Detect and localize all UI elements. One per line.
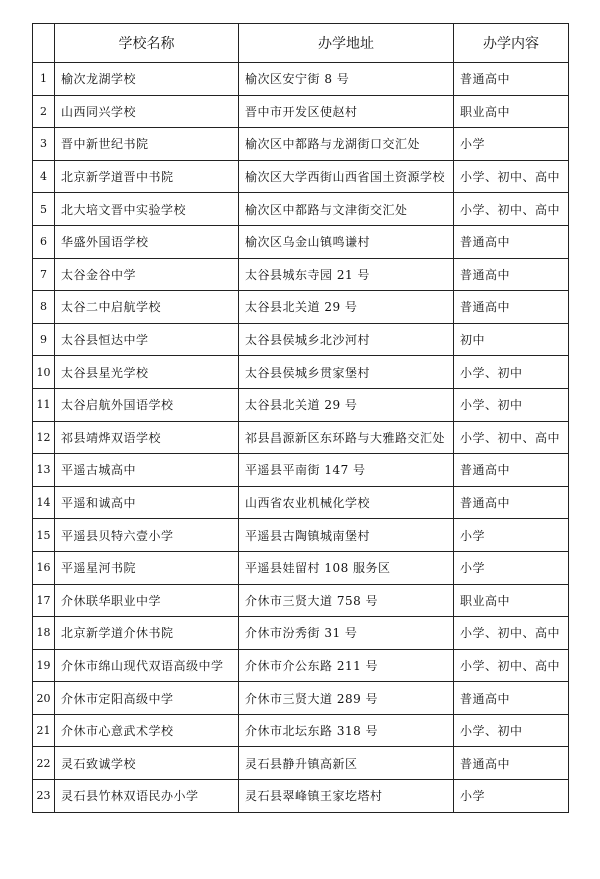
school-name: 祁县靖烨双语学校 (55, 421, 239, 454)
school-address: 晋中市开发区使赵村 (239, 95, 454, 128)
school-address: 介休市汾秀街 31 号 (239, 617, 454, 650)
row-index: 7 (33, 258, 55, 291)
row-index: 23 (33, 780, 55, 813)
school-name: 平遥和诚高中 (55, 486, 239, 519)
row-index: 14 (33, 486, 55, 519)
table-row (33, 63, 569, 96)
school-address: 介休市三贤大道 758 号 (239, 584, 454, 617)
school-content: 小学、初中、高中 (454, 649, 569, 682)
school-name: 灵石县竹林双语民办小学 (55, 780, 239, 813)
school-content: 小学、初中 (454, 388, 569, 421)
school-name: 华盛外国语学校 (55, 225, 239, 258)
school-address: 介休市北坛东路 318 号 (239, 714, 454, 747)
row-index: 21 (33, 714, 55, 747)
school-address: 榆次区大学西街山西省国土资源学校 (239, 160, 454, 193)
school-name: 介休市心意武术学校 (55, 714, 239, 747)
row-index: 1 (33, 63, 55, 96)
table-row (33, 551, 569, 584)
table-row (33, 649, 569, 682)
school-address: 平遥县平南街 147 号 (239, 454, 454, 487)
table-row (33, 780, 569, 813)
school-name: 平遥古城高中 (55, 454, 239, 487)
row-index: 3 (33, 128, 55, 161)
school-address: 太谷县城东寺园 21 号 (239, 258, 454, 291)
row-index: 4 (33, 160, 55, 193)
table-row (33, 225, 569, 258)
school-name: 北京新学道晋中书院 (55, 160, 239, 193)
row-index: 20 (33, 682, 55, 715)
school-content: 小学 (454, 519, 569, 552)
school-content: 普通高中 (454, 682, 569, 715)
table-row (33, 160, 569, 193)
table-row (33, 747, 569, 780)
school-name: 灵石致诚学校 (55, 747, 239, 780)
table-row (33, 584, 569, 617)
school-content: 普通高中 (454, 63, 569, 96)
table-row (33, 421, 569, 454)
school-address: 山西省农业机械化学校 (239, 486, 454, 519)
school-content: 小学、初中 (454, 714, 569, 747)
school-name: 介休市定阳高级中学 (55, 682, 239, 715)
school-content: 普通高中 (454, 225, 569, 258)
school-content: 小学 (454, 128, 569, 161)
table-row (33, 519, 569, 552)
school-content: 职业高中 (454, 584, 569, 617)
school-address: 太谷县侯城乡贯家堡村 (239, 356, 454, 389)
table-row (33, 486, 569, 519)
school-name: 太谷金谷中学 (55, 258, 239, 291)
row-index: 11 (33, 388, 55, 421)
header-content: 办学内容 (454, 24, 569, 63)
schools-table (32, 23, 569, 813)
school-address: 平遥县娃留村 108 服务区 (239, 551, 454, 584)
table-row (33, 258, 569, 291)
header-school-name: 学校名称 (55, 24, 239, 63)
table-row (33, 454, 569, 487)
school-address: 太谷县北关道 29 号 (239, 388, 454, 421)
table-row (33, 323, 569, 356)
school-content: 普通高中 (454, 258, 569, 291)
school-name: 榆次龙湖学校 (55, 63, 239, 96)
row-index: 2 (33, 95, 55, 128)
row-index: 13 (33, 454, 55, 487)
school-address: 榆次区中都路与文津街交汇处 (239, 193, 454, 226)
row-index: 19 (33, 649, 55, 682)
school-content: 小学、初中、高中 (454, 193, 569, 226)
school-name: 平遥县贝特六壹小学 (55, 519, 239, 552)
row-index: 18 (33, 617, 55, 650)
table-row (33, 193, 569, 226)
school-name: 太谷二中启航学校 (55, 291, 239, 324)
school-name: 北大培文晋中实验学校 (55, 193, 239, 226)
school-address: 介休市介公东路 211 号 (239, 649, 454, 682)
school-content: 普通高中 (454, 454, 569, 487)
school-name: 山西同兴学校 (55, 95, 239, 128)
school-content: 职业高中 (454, 95, 569, 128)
school-address: 平遥县古陶镇城南堡村 (239, 519, 454, 552)
table-row (33, 714, 569, 747)
table-row (33, 682, 569, 715)
header-index (33, 24, 55, 63)
row-index: 6 (33, 225, 55, 258)
table-row (33, 356, 569, 389)
school-name: 晋中新世纪书院 (55, 128, 239, 161)
header-address: 办学地址 (239, 24, 454, 63)
school-content: 初中 (454, 323, 569, 356)
school-address: 榆次区乌金山镇鸣谦村 (239, 225, 454, 258)
table-row (33, 291, 569, 324)
row-index: 8 (33, 291, 55, 324)
row-index: 17 (33, 584, 55, 617)
school-address: 灵石县静升镇高新区 (239, 747, 454, 780)
school-name: 太谷县恒达中学 (55, 323, 239, 356)
school-name: 太谷启航外国语学校 (55, 388, 239, 421)
school-address: 太谷县侯城乡北沙河村 (239, 323, 454, 356)
school-address: 介休市三贤大道 289 号 (239, 682, 454, 715)
school-address: 祁县昌源新区东环路与大雅路交汇处 (239, 421, 454, 454)
table-row (33, 617, 569, 650)
school-name: 介休联华职业中学 (55, 584, 239, 617)
school-content: 普通高中 (454, 747, 569, 780)
school-content: 小学、初中、高中 (454, 421, 569, 454)
school-content: 小学、初中、高中 (454, 160, 569, 193)
school-address: 榆次区安宁街 8 号 (239, 63, 454, 96)
table-header-row (33, 24, 569, 63)
school-name: 太谷县星光学校 (55, 356, 239, 389)
school-content: 普通高中 (454, 291, 569, 324)
school-name: 北京新学道介休书院 (55, 617, 239, 650)
school-content: 普通高中 (454, 486, 569, 519)
school-content: 小学 (454, 780, 569, 813)
table-row (33, 95, 569, 128)
school-name: 平遥星河书院 (55, 551, 239, 584)
school-address: 榆次区中都路与龙湖街口交汇处 (239, 128, 454, 161)
row-index: 10 (33, 356, 55, 389)
row-index: 15 (33, 519, 55, 552)
school-address: 太谷县北关道 29 号 (239, 291, 454, 324)
school-content: 小学、初中、高中 (454, 617, 569, 650)
row-index: 5 (33, 193, 55, 226)
table-row (33, 128, 569, 161)
school-content: 小学、初中 (454, 356, 569, 389)
row-index: 16 (33, 551, 55, 584)
row-index: 12 (33, 421, 55, 454)
school-address: 灵石县翠峰镇王家圪塔村 (239, 780, 454, 813)
school-name: 介休市绵山现代双语高级中学 (55, 649, 239, 682)
row-index: 9 (33, 323, 55, 356)
school-content: 小学 (454, 551, 569, 584)
table-row (33, 388, 569, 421)
row-index: 22 (33, 747, 55, 780)
